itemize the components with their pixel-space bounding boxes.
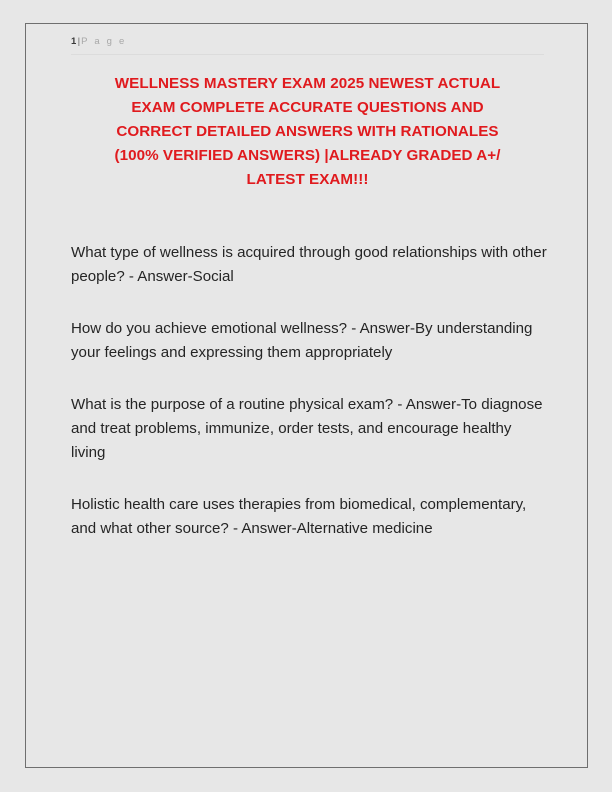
page-number-line bbox=[71, 36, 567, 48]
question-answer-list bbox=[71, 241, 561, 541]
title-line-1: WELLNESS MASTERY EXAM 2025 NEWEST ACTUAL bbox=[114, 75, 501, 92]
page-word-label: P a g e bbox=[81, 36, 127, 47]
page-content-area bbox=[26, 24, 587, 767]
document-title bbox=[71, 72, 544, 192]
qa-item: Holistic health care uses therapies from biomedical, complementary, and what other source? - Answer-Alternative medicine bbox=[71, 496, 527, 537]
header-divider-rule bbox=[71, 54, 544, 55]
qa-item: What type of wellness is acquired through good relationships with other people? - Answer-Social bbox=[71, 244, 547, 285]
title-line-3: CORRECT DETAILED ANSWERS WITH RATIONALES bbox=[116, 123, 499, 140]
qa-item: How do you achieve emotional wellness? - Answer-By understanding your feelings and expressing them appropriately bbox=[71, 320, 533, 361]
title-line-2: EXAM COMPLETE ACCURATE QUESTIONS AND bbox=[131, 99, 484, 116]
title-line-4: (100% VERIFIED ANSWERS) |ALREADY GRADED A+/ bbox=[114, 147, 501, 164]
document-page bbox=[25, 23, 588, 768]
qa-item: What is the purpose of a routine physical exam? - Answer-To diagnose and treat problems, immunize, order tests, and encourage healthy living bbox=[71, 396, 543, 461]
page-running-header bbox=[26, 36, 587, 48]
page-number-separator: | bbox=[77, 36, 81, 47]
title-line-5: LATEST EXAM!!! bbox=[246, 171, 369, 188]
page-number-value: 1 bbox=[71, 36, 77, 47]
